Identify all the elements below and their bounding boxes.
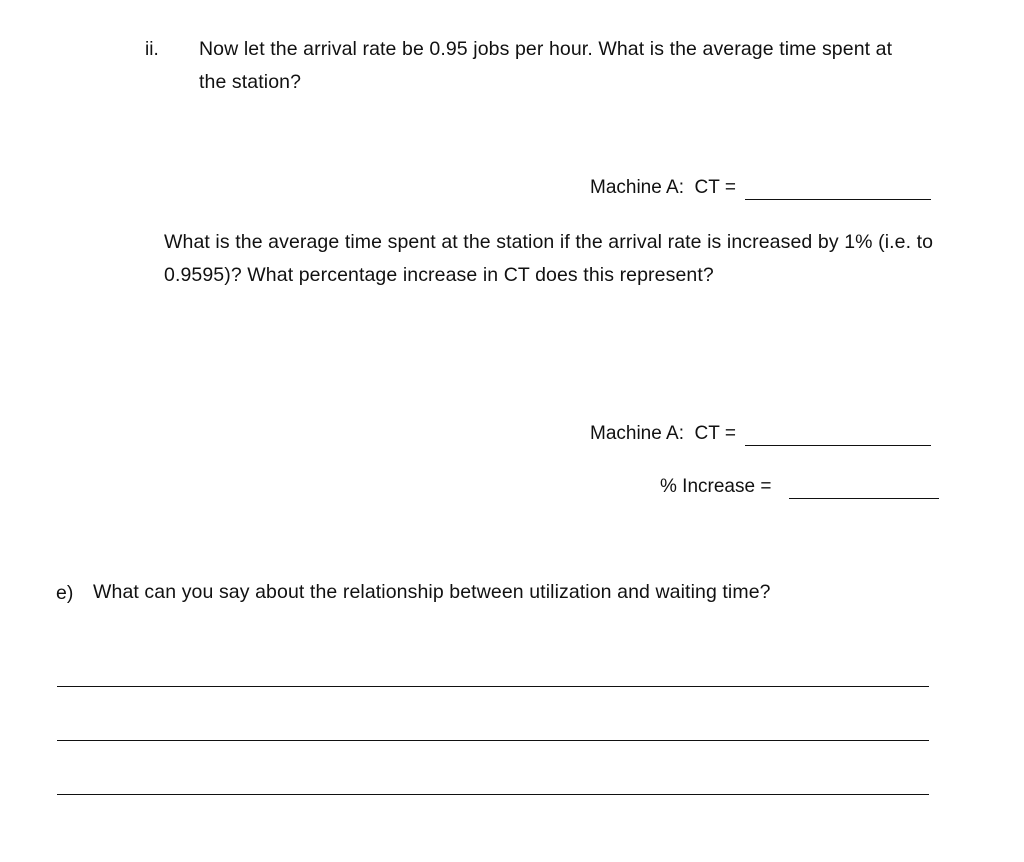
question-ii-number: ii. — [145, 39, 159, 60]
answer-ct-1-label: Machine A: CT = — [590, 177, 742, 198]
question-increase-text: What is the average time spent at the station if the arrival rate is increased by 1% (i.e. to 0.9595)? What percentage increase in CT does this represent? — [164, 231, 934, 286]
answer-ct-2-label: Machine A: CT = — [590, 423, 742, 444]
answer-percent-increase — [660, 475, 939, 499]
answer-ct-2-blank[interactable] — [745, 431, 931, 446]
answer-line-2[interactable] — [57, 740, 929, 741]
answer-line-3[interactable] — [57, 794, 929, 795]
answer-percent-blank[interactable] — [789, 484, 939, 499]
question-ii-text: Now let the arrival rate be 0.95 jobs per hour. What is the average time spent at the station? — [199, 38, 893, 93]
answer-percent-label: % Increase = — [660, 476, 777, 497]
question-e-number: e) — [56, 582, 74, 604]
question-e-text: What can you say about the relationship between utilization and waiting time? — [93, 581, 771, 603]
answer-ct-1 — [590, 176, 931, 200]
answer-ct-1-blank[interactable] — [745, 185, 931, 200]
answer-ct-2 — [590, 422, 931, 446]
answer-line-1[interactable] — [57, 686, 929, 687]
